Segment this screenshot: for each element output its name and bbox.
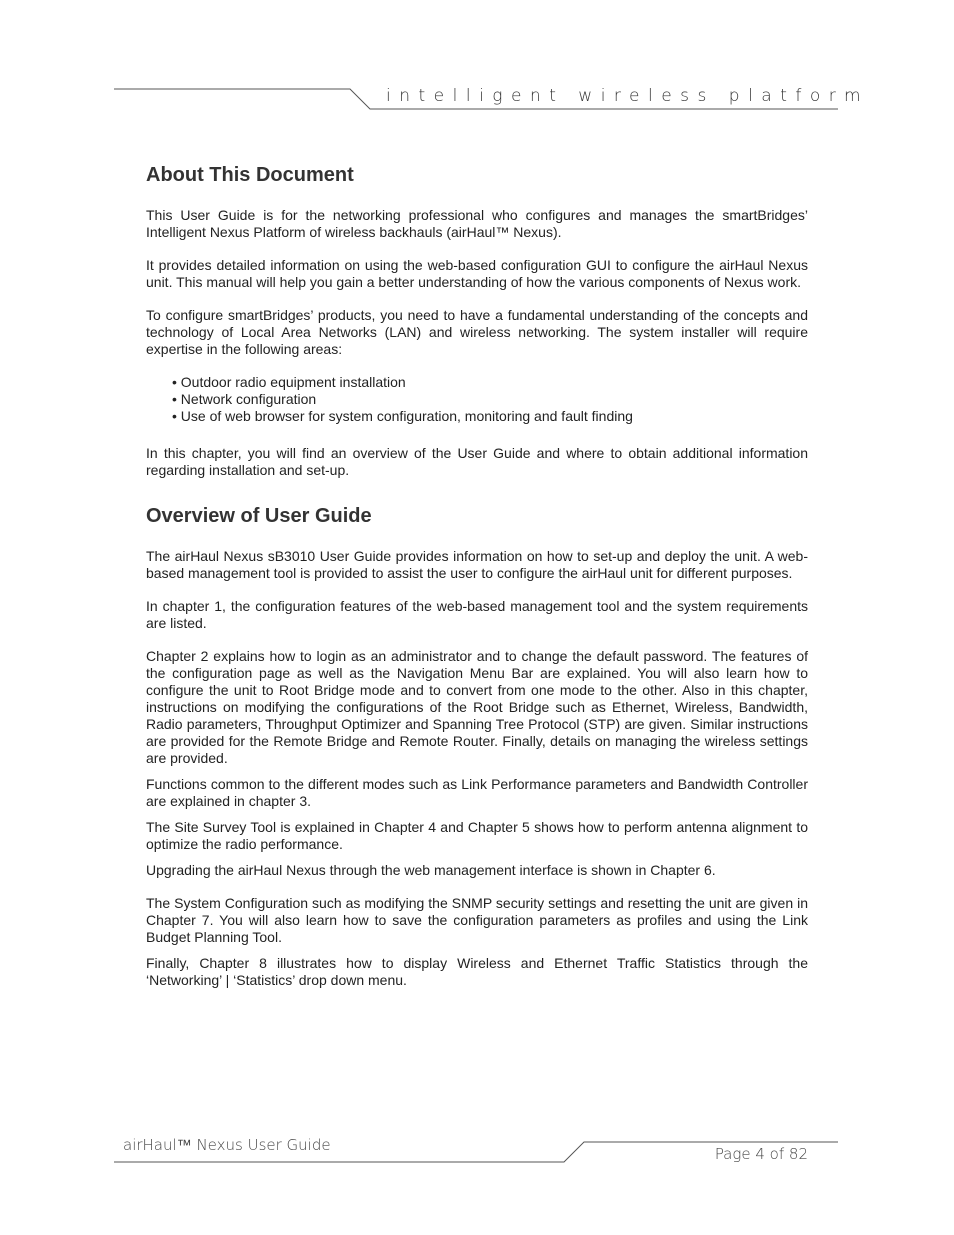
paragraph: The System Configuration such as modifying the SNMP security settings and resetting the unit are given in Chapter 7. You will also learn how to save the configuration parameters as profiles and using the Link Budget Planning Tool. <box>146 895 808 945</box>
footer-page-number: Page 4 of 82 <box>714 1145 808 1163</box>
paragraph: This User Guide is for the networking professional who configures and manages the smartBridges’ Intelligent Nexus Platform of wireless backhauls (airHaul™ Nexus). <box>146 207 808 240</box>
section-heading-about: About This Document <box>146 164 354 186</box>
paragraph: To configure smartBridges’ products, you need to have a fundamental understanding of the concepts and technology of Local Area Networks (LAN) and wireless networking. The system installer will require expertise in the following areas: <box>146 307 808 357</box>
header-tagline: intelligent wireless platform <box>386 86 870 106</box>
list-item: • Use of web browser for system configuration, monitoring and fault finding <box>172 408 633 424</box>
paragraph: Finally, Chapter 8 illustrates how to display Wireless and Ethernet Traffic Statistics through the ‘Networking’ | ‘Statistics’ drop down menu. <box>146 955 808 988</box>
paragraph: Upgrading the airHaul Nexus through the web management interface is shown in Chapter 6. <box>146 862 716 878</box>
list-item: • Network configuration <box>172 391 317 407</box>
paragraph: Functions common to the different modes such as Link Performance parameters and Bandwidth Controller are explained in chapter 3. <box>146 776 808 809</box>
document-body <box>146 160 808 989</box>
paragraph: In chapter 1, the configuration features of the web-based management tool and the system requirements are listed. <box>146 598 808 631</box>
paragraph: Chapter 2 explains how to login as an administrator and to change the default password. The features of the configuration page as well as the Navigation Menu Bar are explained. You will also learn how to configure the unit to Root Bridge mode and to convert from one mode to the other. Also in this chapter, instructions on modifying the configurations of the Root Bridge such as Ethernet, Wireless, Bandwidth, Radio parameters, Throughput Optimizer and Spanning Tree Protocol (STP) are given. Similar instructions are provided for the Remote Bridge and Remote Router. Finally, details on managing the wireless settings are provided. <box>146 648 808 766</box>
section-heading-overview: Overview of User Guide <box>146 505 372 527</box>
list-item: • Outdoor radio equipment installation <box>172 374 406 390</box>
paragraph: The airHaul Nexus sB3010 User Guide provides information on how to set-up and deploy the unit. A web-based management tool is provided to assist the user to configure the airHaul unit for different purposes. <box>146 548 808 581</box>
paragraph: In this chapter, you will find an overview of the User Guide and where to obtain additional information regarding installation and set-up. <box>146 445 808 478</box>
paragraph: It provides detailed information on using the web-based configuration GUI to configure the airHaul Nexus unit. This manual will help you gain a better understanding of how the various components of Nexus work. <box>146 257 808 290</box>
footer-document-title: airHaul™ Nexus User Guide <box>123 1136 331 1154</box>
expertise-list <box>146 374 808 425</box>
paragraph: The Site Survey Tool is explained in Chapter 4 and Chapter 5 shows how to perform antenna alignment to optimize the radio performance. <box>146 819 808 852</box>
